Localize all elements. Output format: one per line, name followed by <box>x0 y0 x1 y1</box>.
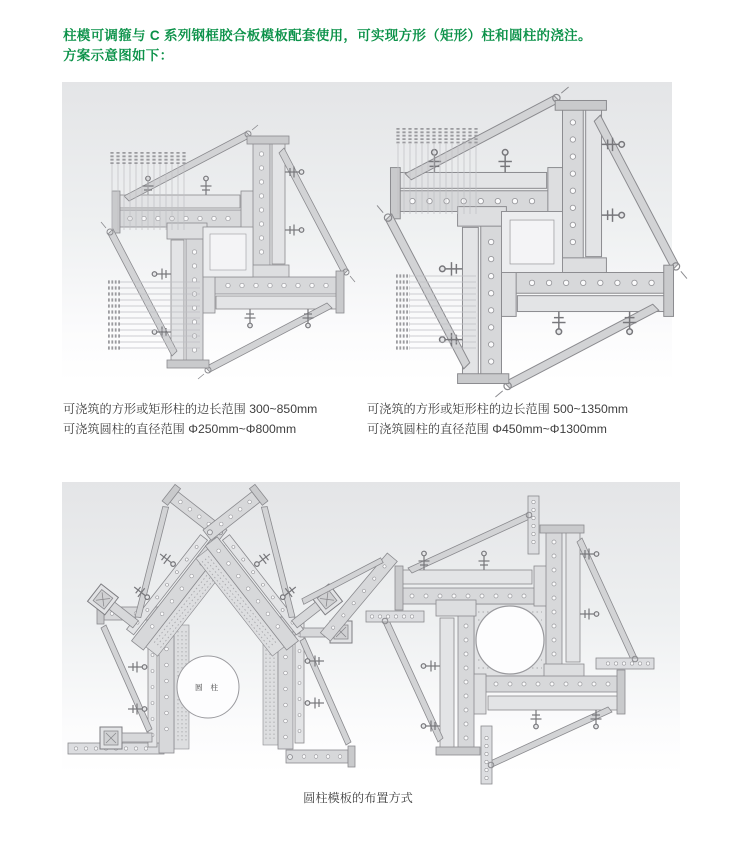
diagram-square-column-small <box>90 112 360 387</box>
diagram-square-column-large <box>384 86 674 386</box>
caption-right-line-2: 可浇筑圆柱的直径范围 Φ450mm~Φ1300mm <box>367 422 607 436</box>
diagram-round-column-closed <box>378 494 653 778</box>
diagram-round-column-open <box>68 498 403 774</box>
intro-line-2: 方案示意图如下： <box>63 48 174 63</box>
figure-box-round-columns <box>62 482 680 774</box>
caption-right-line-1: 可浇筑的方形或矩形柱的边长范围 500~1350mm <box>367 402 629 416</box>
caption-left-line-2: 可浇筑圆柱的直径范围 Φ250mm~Φ800mm <box>63 422 297 436</box>
figure-caption: 圆柱模板的布置方式 <box>303 791 413 805</box>
intro-line-1: 柱模可调箍与 C 系列钢框胶合板模板配套使用，可实现方形（矩形）柱和圆柱的浇注。 <box>63 28 592 43</box>
column-label: 圆 柱 <box>194 683 222 692</box>
figure-box-square-columns <box>62 82 672 382</box>
intro-heading <box>63 26 703 66</box>
caption-left-line-1: 可浇筑的方形或矩形柱的边长范围 300~850mm <box>63 402 318 416</box>
caption-left <box>63 399 317 439</box>
caption-right <box>367 399 628 439</box>
